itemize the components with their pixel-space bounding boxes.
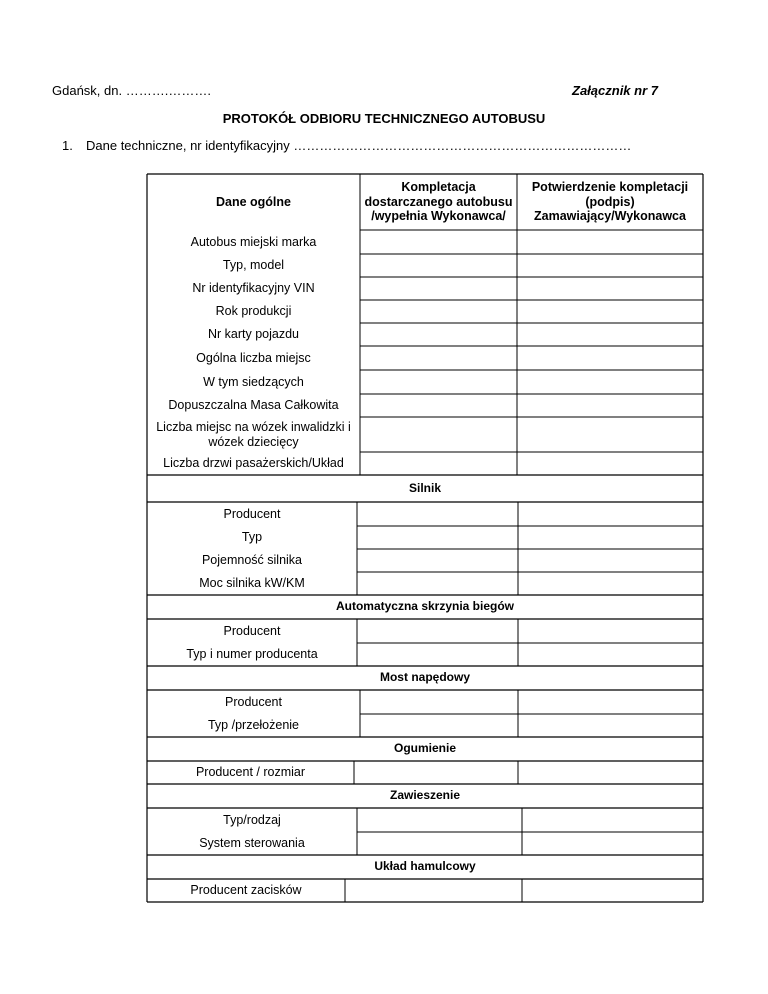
- confirmation-signature-cell[interactable]: [523, 880, 702, 901]
- confirmation-signature-cell[interactable]: [518, 231, 702, 253]
- section-row-label: System sterowania: [199, 836, 305, 851]
- contractor-entry-cell[interactable]: [358, 644, 517, 665]
- confirmation-signature-cell[interactable]: [518, 255, 702, 276]
- document-title: PROTOKÓŁ ODBIORU TECHNICZNEGO AUTOBUSU: [222, 111, 546, 126]
- section-title: Ogumienie: [393, 741, 456, 756]
- contractor-entry-cell[interactable]: [361, 715, 517, 736]
- general-row-label: Liczba drzwi pasażerskich/Układ: [163, 456, 344, 471]
- confirmation-signature-cell[interactable]: [519, 550, 702, 571]
- confirmation-signature-cell[interactable]: [519, 762, 702, 783]
- confirmation-signature-cell[interactable]: [518, 301, 702, 322]
- contractor-entry-cell[interactable]: [361, 231, 516, 253]
- general-row-label: Typ, model: [222, 258, 285, 273]
- confirmation-signature-cell[interactable]: [523, 833, 702, 854]
- section-row-label: Producent / rozmiar: [195, 765, 306, 780]
- general-row-label: Rok produkcji: [215, 304, 292, 319]
- column-header-confirmation: Potwierdzenie kompletacji (podpis) Zamawiający/Wykonawca: [531, 180, 689, 224]
- general-row-label: Liczba miejsc na wózek inwalidzki i wózek dziecięcy: [156, 420, 351, 449]
- section-row-label: Producent zacisków: [190, 883, 302, 898]
- confirmation-signature-cell[interactable]: [518, 278, 702, 299]
- confirmation-signature-cell[interactable]: [518, 347, 702, 369]
- section-title: Silnik: [408, 480, 441, 495]
- contractor-entry-cell[interactable]: [358, 833, 521, 854]
- general-row-label: W tym siedzących: [203, 374, 304, 389]
- annex-label: Załącznik nr 7: [572, 83, 658, 98]
- contractor-entry-cell[interactable]: [361, 418, 516, 451]
- section-row-label: Typ /przełożenie: [207, 718, 300, 733]
- contractor-entry-cell[interactable]: [361, 371, 516, 393]
- section-row-label: Typ i numer producenta: [186, 647, 318, 662]
- general-row-label: Nr karty pojazdu: [207, 327, 299, 342]
- contractor-entry-cell[interactable]: [361, 255, 516, 276]
- confirmation-signature-cell[interactable]: [519, 503, 702, 525]
- confirmation-signature-cell[interactable]: [519, 644, 702, 665]
- item-text: Dane techniczne, nr identyfikacyjny ……………………………………………………………………: [86, 138, 632, 153]
- contractor-entry-cell[interactable]: [361, 691, 517, 713]
- place-date-line: Gdańsk, dn. ……….……….: [52, 83, 211, 98]
- contractor-entry-cell[interactable]: [358, 503, 517, 525]
- section-title: Zawieszenie: [389, 788, 461, 803]
- confirmation-signature-cell[interactable]: [518, 324, 702, 345]
- contractor-entry-cell[interactable]: [358, 550, 517, 571]
- contractor-entry-cell[interactable]: [358, 620, 517, 642]
- confirmation-signature-cell[interactable]: [519, 691, 702, 713]
- section-row-label: Producent: [223, 506, 281, 521]
- confirmation-signature-cell[interactable]: [518, 418, 702, 451]
- column-header-contractor: Kompletacja dostarczanego autobusu /wypełnia Wykonawca/: [364, 180, 513, 224]
- column-header-general: Dane ogólne: [215, 194, 291, 209]
- section-title: Układ hamulcowy: [374, 859, 476, 874]
- contractor-entry-cell[interactable]: [361, 395, 516, 416]
- general-row-label: Nr identyfikacyjny VIN: [192, 281, 315, 296]
- general-row-label: Ogólna liczba miejsc: [196, 350, 311, 365]
- section-row-label: Producent: [223, 623, 281, 638]
- confirmation-signature-cell[interactable]: [518, 453, 702, 474]
- contractor-entry-cell[interactable]: [361, 301, 516, 322]
- contractor-entry-cell[interactable]: [361, 453, 516, 474]
- section-row-label: Typ: [241, 530, 263, 545]
- general-row-label: Autobus miejski marka: [190, 234, 317, 249]
- confirmation-signature-cell[interactable]: [519, 573, 702, 594]
- confirmation-signature-cell[interactable]: [519, 715, 702, 736]
- section-row-label: Pojemność silnika: [201, 553, 303, 568]
- contractor-entry-cell[interactable]: [361, 347, 516, 369]
- contractor-entry-cell[interactable]: [361, 324, 516, 345]
- general-row-label: Dopuszczalna Masa Całkowita: [168, 398, 339, 413]
- confirmation-signature-cell[interactable]: [518, 371, 702, 393]
- contractor-entry-cell[interactable]: [358, 527, 517, 548]
- contractor-entry-cell[interactable]: [355, 762, 517, 783]
- section-title: Most napędowy: [379, 670, 470, 685]
- contractor-entry-cell[interactable]: [361, 278, 516, 299]
- confirmation-signature-cell[interactable]: [518, 395, 702, 416]
- item-number: 1.: [62, 138, 73, 153]
- section-row-label: Producent: [225, 694, 282, 709]
- confirmation-signature-cell[interactable]: [519, 620, 702, 642]
- confirmation-signature-cell[interactable]: [519, 527, 702, 548]
- section-row-label: Moc silnika kW/KM: [199, 576, 305, 591]
- section-title: Automatyczna skrzynia biegów: [335, 599, 515, 614]
- contractor-entry-cell[interactable]: [358, 809, 521, 831]
- section-row-label: Typ/rodzaj: [223, 812, 281, 827]
- contractor-entry-cell[interactable]: [346, 880, 521, 901]
- confirmation-signature-cell[interactable]: [523, 809, 702, 831]
- contractor-entry-cell[interactable]: [358, 573, 517, 594]
